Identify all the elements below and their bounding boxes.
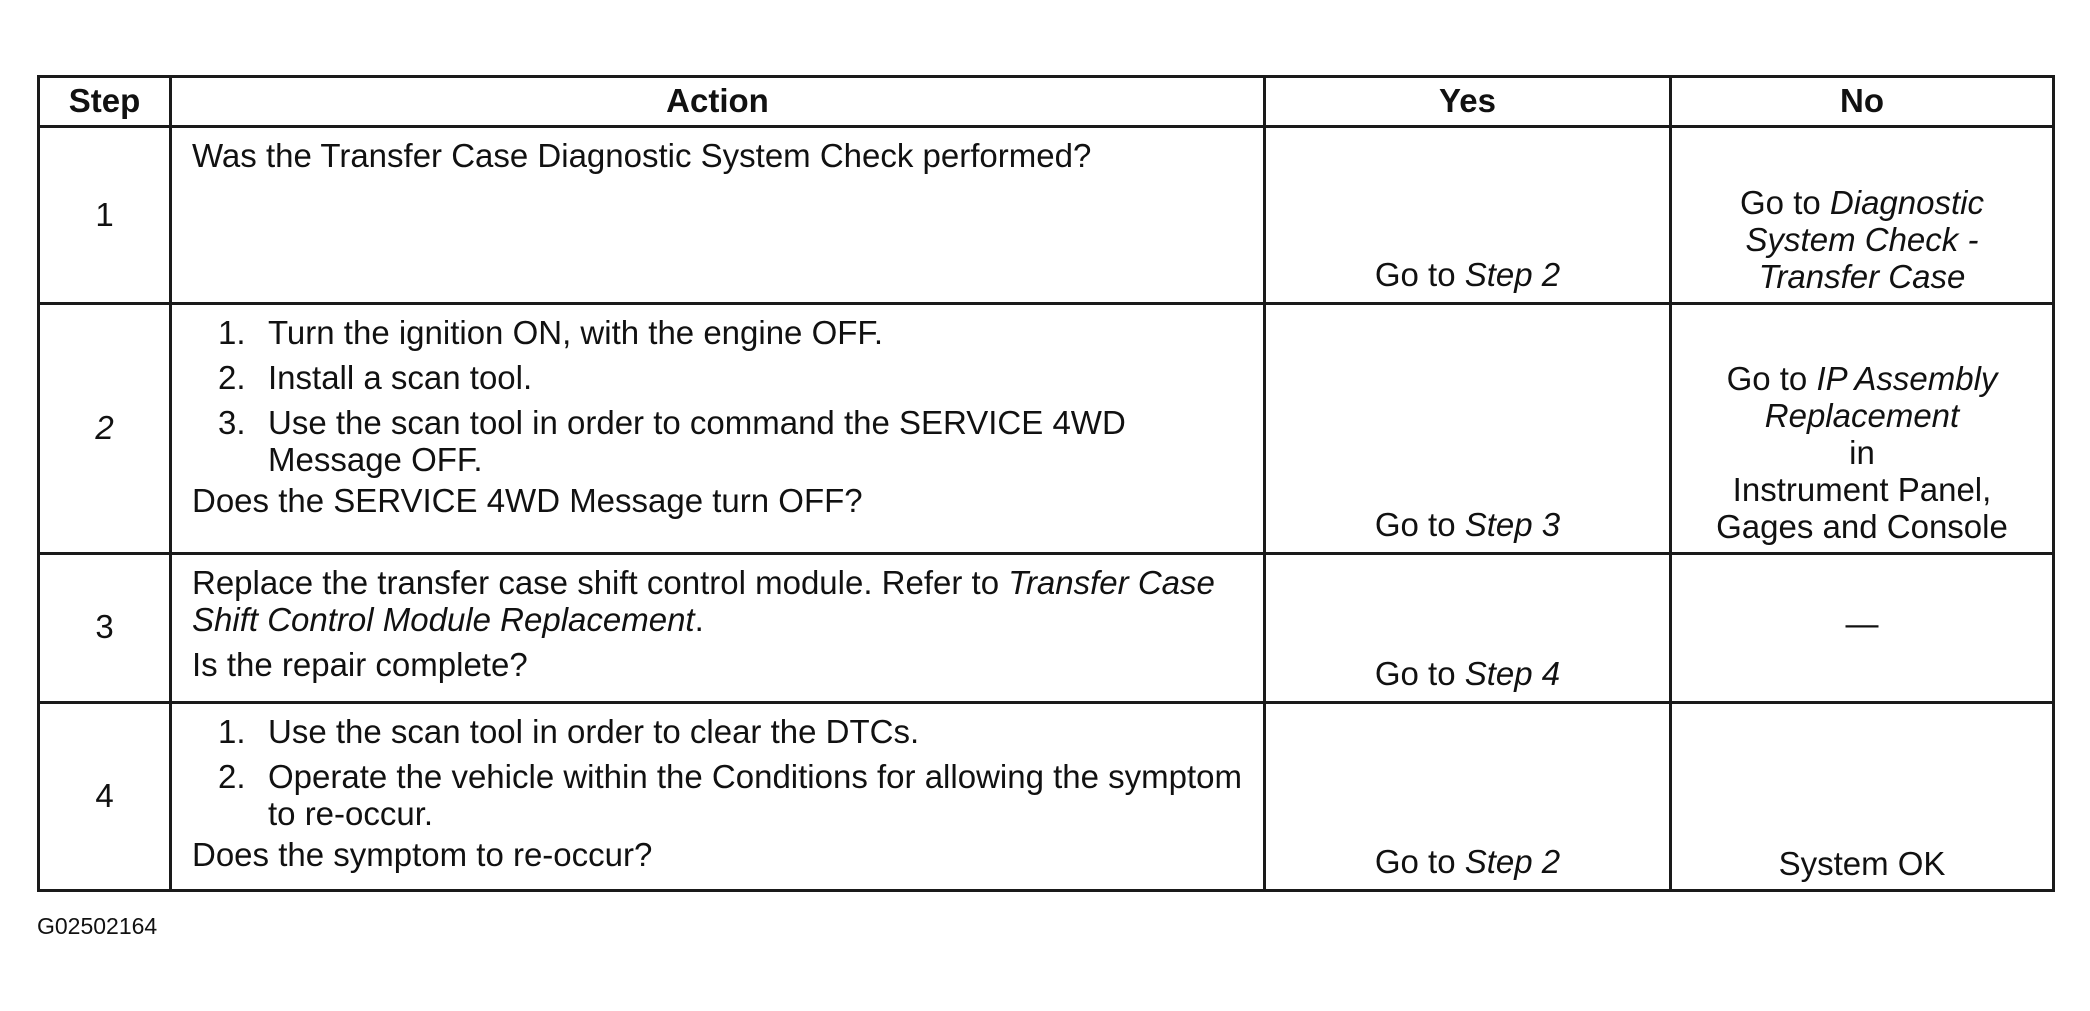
list-text: Use the scan tool in order to command the SERVICE 4WD Message OFF. [268,404,1126,479]
yes-prefix: Go to [1374,505,1465,543]
yes-cell [1265,127,1671,304]
action-cell [171,553,1265,702]
no-in-text: in [1849,433,1875,471]
action-cell [171,304,1265,554]
list-number: 2. [218,757,246,795]
no-dash: — [1845,605,1879,643]
header-action: Action [171,77,1265,127]
no-link-part[interactable]: Replacement [1764,396,1960,434]
yes-prefix: Go to [1374,843,1465,881]
list-item [218,360,1245,397]
yes-prefix: Go to [1374,256,1465,294]
step-number: 1 [39,127,171,304]
list-number: 1. [218,712,246,750]
table-row [39,304,2054,554]
no-section-text: Instrument Panel, [1732,470,1992,508]
step-number: 2 [39,304,171,554]
list-item [218,759,1245,833]
list-number: 1. [218,314,246,352]
no-result: System OK [1778,845,1946,883]
action-question: Does the SERVICE 4WD Message turn OFF? [192,481,863,519]
action-question: Is the repair complete? [192,645,528,683]
no-cell [1671,553,2054,702]
yes-step-link[interactable]: Step 4 [1464,654,1561,692]
action-cell [171,127,1265,304]
action-list [192,315,1245,479]
no-prefix: Go to [1740,184,1830,222]
table-row [39,127,2054,304]
action-text: Replace the transfer case shift control module. Refer to [192,563,1009,601]
no-link-part[interactable]: Diagnostic [1829,184,1984,222]
step-number: 4 [39,702,171,890]
list-item [218,714,1245,751]
no-prefix: Go to [1726,360,1817,398]
yes-cell [1265,702,1671,890]
yes-cell [1265,304,1671,554]
yes-step-link[interactable]: Step 3 [1464,505,1561,543]
yes-step-link[interactable]: Step 2 [1464,843,1561,881]
header-yes: Yes [1265,77,1671,127]
no-cell [1671,304,2054,554]
no-link-part[interactable]: Transfer Case [1758,258,1966,296]
no-section-text: Gages and Console [1716,507,2008,545]
figure-code: G02502164 [37,913,158,939]
no-link-part[interactable]: System Check - [1745,221,1979,259]
action-text: . [694,600,704,638]
action-instruction [192,565,1245,639]
list-item [218,405,1245,479]
yes-cell [1265,553,1671,702]
list-text: Install a scan tool. [268,359,533,397]
action-cell [171,702,1265,890]
no-cell [1671,127,2054,304]
header-no: No [1671,77,2054,127]
table-row [39,702,2054,890]
table-row [39,553,2054,702]
action-question: Does the symptom to re-occur? [192,835,653,873]
list-text: Turn the ignition ON, with the engine OFF. [268,314,884,352]
yes-step-link[interactable]: Step 2 [1464,256,1561,294]
yes-prefix: Go to [1374,654,1465,692]
action-list [192,714,1245,833]
action-question: Was the Transfer Case Diagnostic System Check performed? [192,137,1092,174]
list-number: 3. [218,404,246,442]
list-text: Use the scan tool in order to clear the DTCs. [268,712,920,750]
list-item [218,315,1245,352]
list-number: 2. [218,359,246,397]
diagnostic-table [37,75,2055,892]
header-row [39,77,2054,127]
no-link-part[interactable]: IP Assembly [1816,360,1998,398]
no-cell [1671,702,2054,890]
list-text: Operate the vehicle within the Conditions for allowing the symptom to re-occur. [268,757,1242,832]
action-reference-link[interactable]: Transfer Case Shift Control Module Replacement [192,563,1215,638]
header-step: Step [39,77,171,127]
step-number: 3 [39,553,171,702]
